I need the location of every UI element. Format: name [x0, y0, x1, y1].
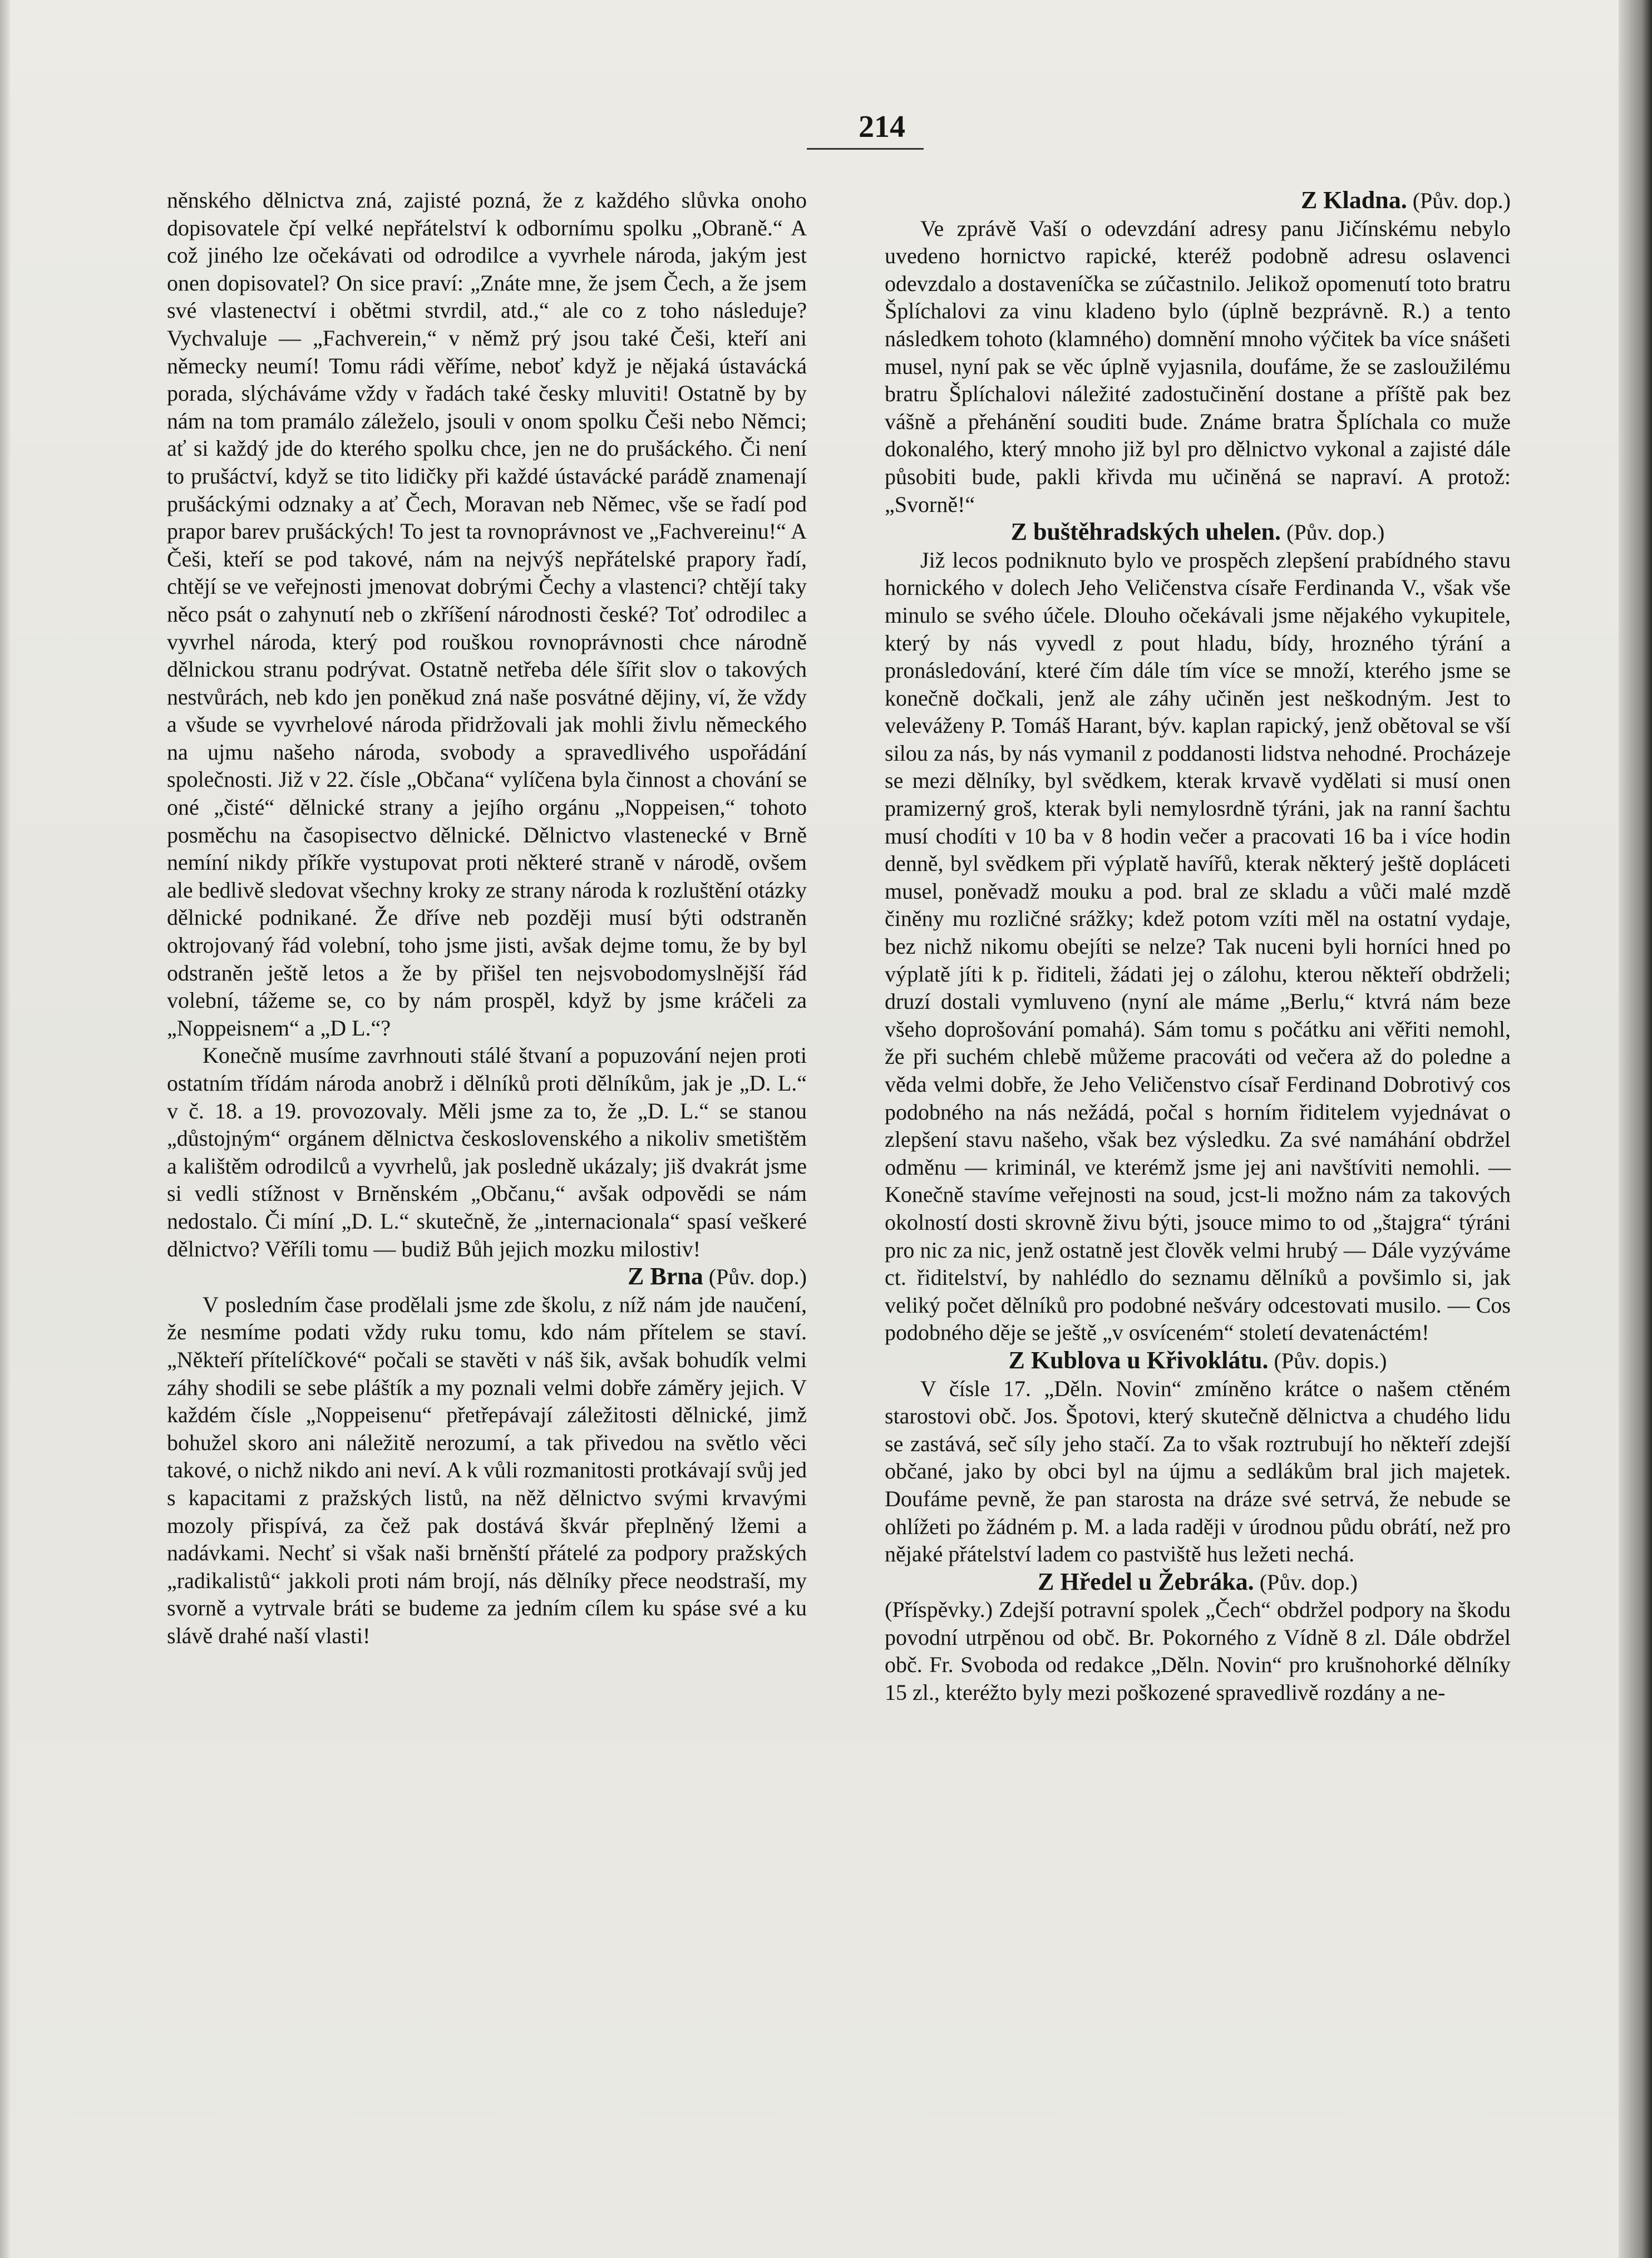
article-brna: V posledním čase prodělali jsme zde školu, z níž nám jde naučení, že nesmíme podati vždy ruku tomu, kdo nám přítelem se staví. „Někteří přítelíčkové“ počali se stavěti v náš šik, avšak bohudík velmi záhy shodili se sebe pláštík a my poznali velmi dobře záměry jejich. V každém čísle „Noppeisenu“ přetřepávají záležitosti dělnické, jimž bohužel skoro ani náležitě nerozumí, a tak přivedou na světlo věci takové, o nichž nikdo ani neví. A k vůli rozmanitosti protkávají svůj jed s kapacitami z pražských listů, na něž dělnictvo svými krvavými mozoly přispívá, za čež pak dostává škvár přeplněný lžemi a nadávkami. Nechť si však naši brněnští přátelé za podpory pražských „radikalistů“ jakkoli proti nám brojí, nás dělníky přece neodstraší, my svorně a vytrvale bráti se budeme za jedním cílem ku spáse své a ku slávě drahé naší vlasti! — [167, 1291, 807, 1648]
heading-z-bustehradskych-uhelen — [885, 518, 1511, 546]
article-kublov: V čísle 17. „Děln. Novin“ zmíněno krátce o našem ctěném starostovi obč. Jos. Špotovi, který skutečně dělnictva a chudého lidu se zastává, seč síly jeho stačí. Za to však roztrubují ho někteří zdejší občané, jako by obci byl na újmu a sedlákům bral jich majetek. Doufáme pevně, že pan starosta na dráze své setrvá, že nebude se ohlížeti po žádném p. M. a lada raději v úrodnou půdu obrátí, než pro nějaké přátelství ladem co pastviště hus ležeti nechá. — [885, 1375, 1511, 1567]
article-kladno: Ve zprávě Vaší o odevzdání adresy panu Jičínskému nebylo uvedeno hornictvo rapické, kteréž podobně adresu oslavenci odevzdalo a dostaveníčka se zúčastnilo. Jelikož opomenutí toto bratru Šplíchalovi za vinu kladeno bylo (úplně bezprávně. R.) a tento následkem tohoto (klamného) domnění mnoho výčitek ba více snášeti musel, nyní pak se věc úplně vyjasnila, doufáme, že se zasloužilému bratru Šplíchalovi náležité zadostučinění dostane a příště pak bez vášně a přehánění souditi bude. Známe bratra Šplíchala co muže dokonalého, který mnoho již byl pro dělnictvo vykonal a zajisté dále působiti bude, pakli křivda mu učiněná se napraví. A protož: „Svorně!“ — [885, 215, 1511, 517]
page-number: 214 — [859, 110, 905, 144]
heading-note: (Pův. dopis.) — [1274, 1348, 1387, 1373]
article-conclusion: Konečně musíme zavrhnouti stálé štvaní a popuzování nejen proti ostatním třídám národa anobrž i dělníků proti dělníkům, jak je „D. L.“ v č. 18. a 19. provozovaly. Měli jsme za to, že „D. L.“ se stanou „důstojným“ orgánem dělnictva československého a nikoliv smetištěm a kalištěm odrodilců a vyvrhelů, jak posledně ukázaly; jiš dvakrát jsme si vedli stížnost v Brněnském „Občanu,“ avšak odpovědi se nám nedostalo. Či míní „D. L.“ skutečně, že „internacionala“ spasí veškeré dělnictvo? Věříli tomu — budiž Bůh jejich mozku milostiv! — [167, 1043, 807, 1261]
article-bustehrad: Již lecos podniknuto bylo ve prospěch zlepšení prabídného stavu hornického v dolech Jeho Veličenstva císaře Ferdinanda V., však vše minulo se svého účele. Dlouho očekávali jsme nějakého vykupitele, který by nás vyvedl z pout hladu, bídy, hrozného týrání a pronásledování, které čím dále tím více se množí, kterého jsme se konečně dočkali, jenž ale záhy učiněn jest neškodným. Jest to veleváženy P. Tomáš Harant, býv. kaplan rapický, jenž obětoval se vší silou za nás, by nás vymanil z poddanosti lidstva nehodné. Procházeje se mezi dělníky, byl svědkem, kterak krvavě vydělati si musí onen pramizerný groš, kterak byli nemylosrdně týráni, jak na ranní šachtu musí chodíti v 10 ba v 8 hodin večer a pracovati 16 ba i více hodin denně, byl svědkem při výplatě havířů, kterak některý ještě dopláceti musel, poněvadž mouku a pod. bral ze skladu a vůči malé mzdě činěny mu rozličné srážky; kdež potom vzíti měl na ostatní vydaje, bez nichž nikomu obejíti se nelze? Tak nuceni byli horníci hned po výplatě jíti k p. řiditeli, žádati jej o zálohu, kterou někteří obdrželi; druzí dostali vymluveno (nyní ale máme „Berlu,“ ktvrá nám beze všeho doprošování pomahá). Sám tomu s počátku ani věřiti nemohl, že při suchém chlebě můžeme pracováti od večera až do poledne a věda velmi dobře, že Jeho Veličenstvo císař Ferdinand Dobrotivý cos podobného na nás nežádá, počal s horním řiditelem vyjednávat o zlepšení stavu našeho, však bez výsledku. Za své namáhání obdržel odměnu — kriminál, ve kterémž jsme jej ani navštíviti nemohli. — Konečně stavíme veřejnosti na soud, jcst-li možno nám za takových okolností dosti skrovně živu býti, jsouce mimo to od „štajgra“ týráni pro nic za nic, jenž ostatně jest člověk velmi hrubý — Dále vyzýváme ct. řiditelství, by nahlédlo do seznamu dělníků a povšimlo si, jak veliký počet dělníků pro podobné nešváry odcestovati musilo. — Cos podobného děje se ještě „v osvíceném“ století devatenáctém! — [885, 547, 1511, 1345]
heading-place: Z Hředel u Žebráka. — [1038, 1567, 1254, 1595]
heading-z-kladna — [885, 186, 1511, 215]
heading-note: (Pův. dop.) — [1259, 1569, 1358, 1595]
heading-note: (Pův. dop.) — [708, 1264, 807, 1290]
article-hredel: (Příspěvky.) Zdejší potravní spolek „Čech“ obdržel podpory na škodu povodní utrpěnou od obč. Br. Pokorného z Vídně 8 zl. Dále obdržel obč. Fr. Svoboda od redakce „Děln. Novin“ pro krušnohorké dělníky 15 zl., kteréžto byly mezi poškozené spravedlivě rozdány a ne- — [885, 1597, 1511, 1705]
heading-place: Z Brna — [628, 1263, 703, 1290]
page-left-edge — [0, 0, 10, 2258]
heading-place: Z Kublova u Křivoklátu. — [1008, 1346, 1269, 1374]
left-column — [167, 186, 807, 1649]
article-continuation: něnského dělnictva zná, zajisté pozná, že z každého slůvka onoho dopisovatele čpí velké nepřátelství k odbornímu spolku „Obraně.“ A což jiného lze očekávati od odrodilce a vyvrhele národa, jakým jest onen dopisovatel? On sice praví: „Znáte mne, že jsem Čech, a že jsem své vlastenectví i obětmi stvrdil, atd.,“ ale co z toho následuje? Vychvaluje — „Fachverein,“ v němž prý jsou také Češi, kteří ani německy neumí! Tomu rádi věříme, neboť když je nějaká ústavácká porada, slýcháváme vždy v řadách také česky mluviti! Ostatně by by nám na tom pramálo záleželo, jsouli v onom spolku Češi nebo Němci; ať si každý jde do kterého spolku chce, jen ne do prušáckého. Či není to prušáctví, když se tito lidičky při každé ústavácké parádě znamenají prušáckými odznaky a ať Čech, Moravan neb Němec, vše se řadí pod prapor barev prušáckých! To jest ta rovnoprávnost ve „Fachvereinu!“ A Češi, kteří se pod takové, nám na nejvýš nepřátelské prapory řadí, chtějí se ve veřejnosti jmenovat dobrými Čechy a vlastenci? chtějí taky něco psát o zahynutí neb o zkříšení národnosti české? Toť odrodilec a vyvrhel národa, který pod rouškou rovnoprávnosti chce národně dělnickou stranu podrývat. Ostatně netřeba déle šířit slov o takových nestvůrách, neb kdo jen poněkud zná naše posvátné dějiny, ví, že vždy a všude se vyvrhelové národa přidržovali jak mohli živlu německého na ujmu našeho národa, svobody a spravedlivého uspořádání společnosti. Již v 22. čísle „Občana“ vylíčena byla činnost a chování se oné „čisté“ dělnické strany a jejího orgánu „Noppeisen,“ tohoto posměchu na časopisectvo dělnické. Dělnictvo vlastenecké v Brně nemíní nikdy příkře vystupovat proti některé straně v národě, ovšem ale bedlivě sledovat všechny kroky ze strany národa k rozluštění otázky dělnické podnikané. Že dříve neb později musí býti odstraněn oktrojovaný řád volební, toho jsme jisti, avšak dejme tomu, že by byl odstraněn ještě letos a že by přišel ten nejsvobodomyslnější řád volební, tážeme se, co by nám prospěl, když by jsme kráčeli za „Noppeisnem“ a „D L.“? — [167, 188, 807, 1041]
heading-z-hredel — [885, 1568, 1511, 1596]
heading-place: Z Kladna. — [1300, 186, 1407, 214]
heading-z-brna — [167, 1263, 807, 1291]
heading-note: (Pův. dop.) — [1412, 188, 1511, 213]
heading-z-kublova — [885, 1347, 1511, 1375]
right-column — [885, 186, 1511, 1707]
page-number-rule — [807, 148, 924, 150]
page-binding-edge — [1619, 0, 1652, 2258]
heading-note: (Pův. dop.) — [1286, 520, 1385, 545]
heading-place: Z buštěhradských uhelen. — [1010, 518, 1281, 546]
